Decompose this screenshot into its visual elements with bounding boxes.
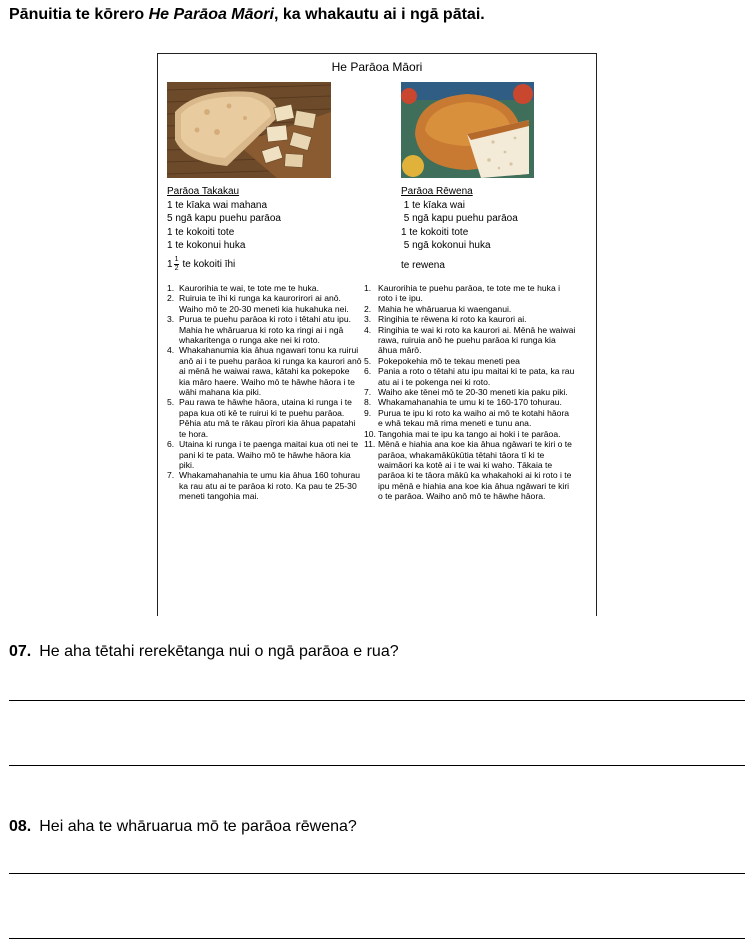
method-step: 6. Pania a roto o tētahi atu ipu maitai ki te pata, ka rau atu ai i te pokenga nei ki roto. [364, 366, 575, 387]
fraction-half: $\frac{1}{2}$ [174, 255, 179, 272]
ingredient-rewena: te rewena [401, 259, 445, 271]
method-step: 2. Mahia he whāruarua ki waenganui. [364, 303, 512, 314]
method-step: 8. Whakamahanahia te umu ki te 160-170 tohurau. [364, 397, 562, 408]
method-step: 7. Waiho ake tēnei mō te 20-30 meneti kia paku piki. [364, 387, 568, 398]
recipe-card [157, 53, 597, 616]
ingredient: 1 te kīaka wai [401, 199, 465, 211]
ingredient: 1 te kokonui huka [167, 240, 246, 252]
recipe-name-takakau: Parāoa Takakau [167, 186, 240, 197]
rewena-bread-photo [401, 82, 534, 178]
ingredient-yeast: 1 $\frac{1}{2}$ te kokoiti īhi [167, 255, 236, 272]
method-step: 4. Ringihia te wai ki roto ka kaurori ai. Mēnā he waiwai rawa, ruiruia anō he puehu parāoa ki runga kia āhua mārō. [364, 324, 576, 356]
ingredient: 5 ngā kapu puehu parāoa [401, 213, 518, 225]
method-step: 5. Pau rawa te hāwhe hāora, utaina ki runga i te papa kua oti kē te ruirui ki te puehu parāoa. Pēhia atu mā te rākau pīrori kia āhua papatahi te hora. [167, 397, 356, 439]
method-step: 1. Kaurorihia te wai, te tote me te huka. [167, 283, 319, 293]
takakau-method-list [167, 283, 362, 502]
method-step: 9. Purua te ipu ki roto ka waiho ai mō te kotahi hāora e whā tekau mā rima meneti e tunu ana. [364, 407, 570, 429]
ingredient: 1 te kokoiti tote [167, 226, 235, 238]
rewena-method-list [364, 283, 576, 502]
ingredient: 1 te kokoiti tote [401, 226, 469, 238]
method-step: 6. Utaina ki runga i te paenga maitai kua oti nei te pani ki te pata. Waiho mō te hāwhe hāora kia piki. [167, 439, 359, 470]
ingredient: 1 te kīaka wai mahana [167, 199, 268, 211]
method-step: 7. Whakamahanahia te umu kia āhua 160 tohurau ka rau atu ai te parāoa ki roto. Ka pau te 25-30 meneti tangohia mai. [167, 470, 361, 502]
takakau-bread-photo [167, 82, 331, 178]
method-step: 3. Purua te puehu parāoa ki roto i tētahi atu ipu. Mahia he whāruarua ki roto ka ringi ai i ngā whakaritenga o runga ake nei ki roto. [167, 314, 351, 346]
method-step: 10. Tangohia mai te ipu ka tango ai hoki i te parāoa. [364, 428, 561, 439]
recipe-name-rewena: Parāoa Rēwena [401, 186, 473, 197]
ingredient: 5 ngā kokonui huka [401, 240, 491, 252]
method-step: 3. Ringihia te rēwena ki roto ka kaurori ai. [364, 314, 527, 325]
question-07: 07. He aha tētahi rerekētanga nui o ngā parāoa e rua? [9, 643, 399, 660]
method-step: 11. Mēnā e hiahia ana koe kia āhua ngāwari te kiri o te parāoa, whakamākūkūtia tētahi tāora tī ki te waimāori ka kotē ai i te wai ki waho. Tākaia te parāoa ki te tāora mākū ka whakahoki ai ki roto i te ipu mēnā e hiahia ana koe kia āhua ngāwari te kiri o te parāoa. Waiho anō mō te hāwhe hāora. [364, 439, 572, 502]
method-step: 5. Pokepokehia mō te tekau meneti pea [364, 355, 520, 366]
answer-line[interactable] [9, 700, 745, 701]
answer-line[interactable] [9, 765, 745, 766]
answer-line[interactable] [9, 873, 745, 874]
ingredient: 5 ngā kapu puehu parāoa [167, 213, 281, 225]
takakau-ingredients [167, 185, 367, 273]
instruction-story-title: He Parāoa Māori [148, 6, 274, 23]
method-step: 2. Ruiruia te īhi ki runga ka kaurorirori ai anō. Waiho mō te 20-30 meneti kia hukahuka nei. [167, 293, 349, 314]
instruction-text: Pānuitia te kōrero He Parāoa Māori, ka whakautu ai i ngā pātai. [9, 6, 485, 23]
card-title: He Parāoa Māori [331, 60, 423, 74]
method-step: 1. Kaurorihia te puehu parāoa, te tote me te huka i roto i te ipu. [364, 283, 561, 304]
question-08: 08. Hei aha te whāruarua mō te parāoa rēwena? [9, 818, 357, 835]
rewena-ingredients [401, 185, 591, 273]
method-step: 4. Whakahanumia kia āhua ngawari tonu ka ruirui anō ai i te puehu parāoa ki runga ka kaurori anō ai mēnā he waiwai rawa, kātahi ka pokepoke kia māro haere. Waiho mō te hāwhe hāora i te wāhi mahana kia piki. [167, 345, 362, 398]
answer-line[interactable] [9, 938, 745, 939]
